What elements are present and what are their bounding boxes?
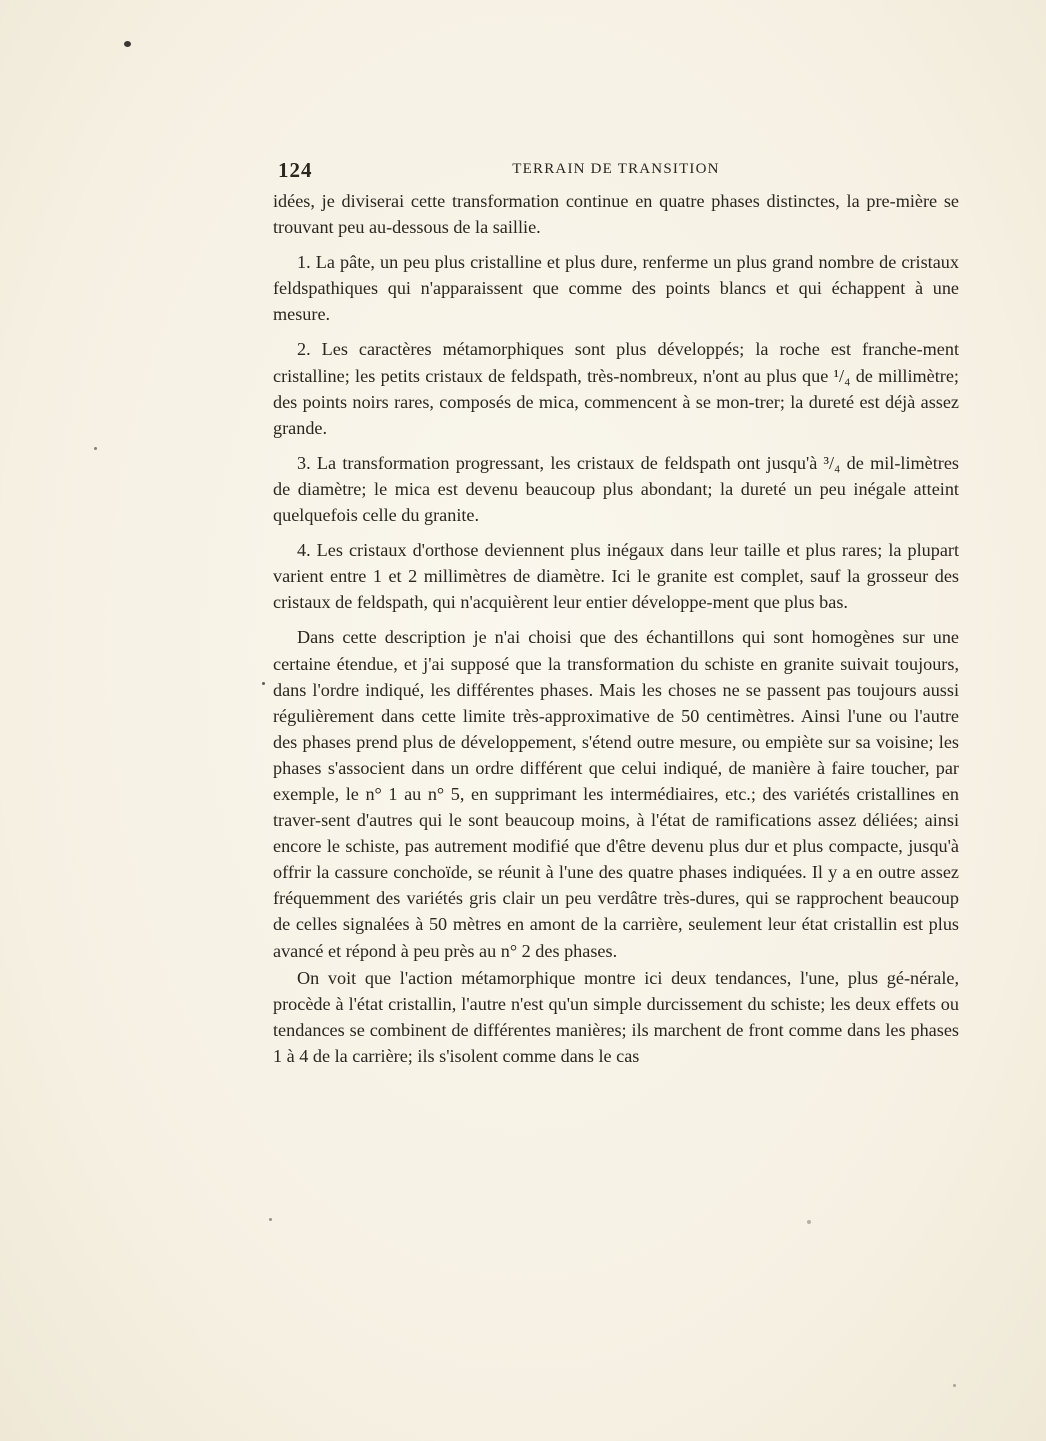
print-speck [94, 447, 97, 450]
paragraph-phase-3: 3. La transformation progressant, les cristaux de feldspath ont jusqu'à ³/₄ de mil-limètres de diamètre; le mica est devenu beaucoup plus abondant; la dureté un peu inégale atteint quelquefois celle du granite. [273, 452, 959, 526]
paragraph-phase-4: 4. Les cristaux d'orthose deviennent plus inégaux dans leur taille et plus rares; la plupart varient entre 1 et 2 millimètres de diamètre. Ici le granite est complet, sauf la grosseur des cristaux de feldspath, qui n'acquièrent leur entier développe-ment que plus bas. [273, 540, 959, 613]
paragraph-tendencies: On voit que l'action métamorphique montre ici deux tendances, l'une, plus gé-nérale, procède à l'état cristallin, l'autre n'est qu'un simple durcissement du schiste; les deux effets ou tendances se combinent de différentes manières; ils marchent de front comme dans les phases 1 à 4 de la carrière; ils s'isolent comme dans le cas [273, 967, 959, 1066]
body-text [273, 188, 959, 1078]
running-head: TERRAIN DE TRANSITION [512, 161, 720, 177]
print-speck [262, 682, 265, 685]
print-speck [269, 1218, 272, 1221]
paragraph-phase-1: 1. La pâte, un peu plus cristalline et plus dure, renferme un plus grand nombre de cristaux feldspathiques qui n'apparaissent que comme des points blancs et qui échappent à une mesure. [273, 252, 959, 325]
print-speck [953, 1384, 956, 1387]
paragraph-continuation: idées, je diviserai cette transformation continue en quatre phases distinctes, la pre-mière se trouvant peu au-dessous de la saillie. [273, 191, 959, 238]
page-number: 124 [278, 158, 313, 182]
paragraph-phase-2: 2. Les caractères métamorphiques sont plus développés; la roche est franche-ment cristalline; les petits cristaux de feldspath, très-nombreux, n'ont au plus que ¹/₄ de millimètre; des points noirs rares, composés de mica, commencent à se mon-trer; la dureté est déjà assez grande. [273, 339, 959, 438]
print-speck [807, 1220, 811, 1224]
page-header [278, 158, 954, 182]
print-speck [124, 41, 131, 47]
paragraph-description: Dans cette description je n'ai choisi que des échantillons qui sont homogènes sur une certaine étendue, et j'ai supposé que la transformation du schiste en granite suivait toujours, dans l'ordre indiqué, les différentes phases. Mais les choses ne se passent pas toujours aussi régulièrement dans cette limite très-approximative de 50 centimètres. Ainsi l'une ou l'autre des phases prend plus de développement, s'étend outre mesure, ou empiète sur sa voisine; les phases s'associent dans un ordre différent que celui indiqué, de manière à faire toucher, par exemple, le n° 1 au n° 5, en supprimant les intermédiaires, etc.; des variétés cristallines en traver-sent d'autres qui le sont beaucoup moins, à l'état de ramifications assez déliées; ainsi encore le schiste, pas autrement modifié que d'être devenu plus dur et plus compacte, jusqu'à offrir la cassure conchoïde, se réunit à l'une des quatre phases indiquées. Il y a en outre assez fréquemment des variétés gris clair un peu verdâtre très-dures, qui se rapprochent beaucoup de celles signalées à 50 mètres en amont de la carrière, seulement leur état cristallin est plus avancé et répond à peu près au n° 2 des phases. [273, 627, 959, 961]
